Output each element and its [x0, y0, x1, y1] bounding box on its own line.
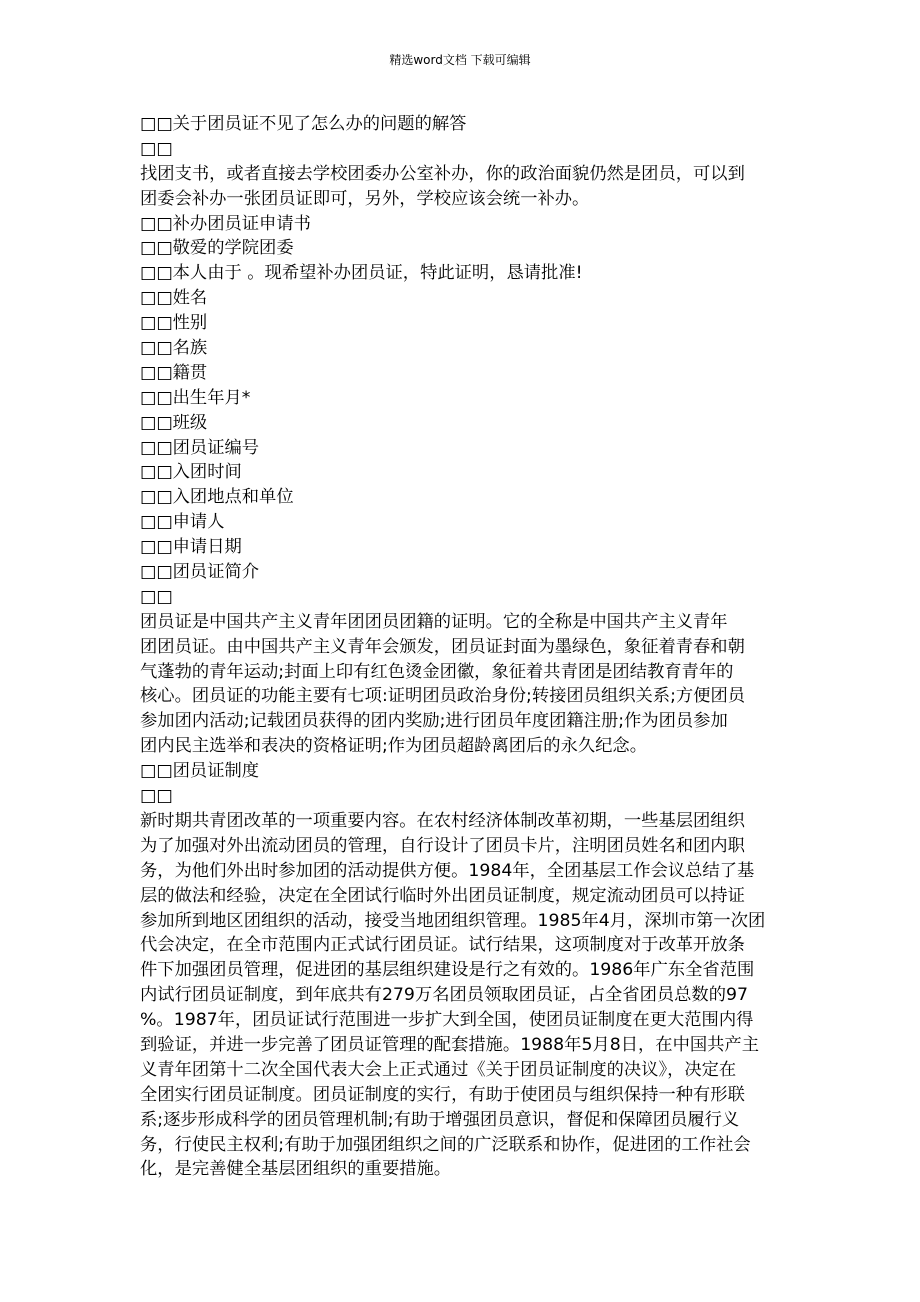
system-line: %。1987年，团员证试行范围进一步扩大到全国，使团员证制度在更大范围内得	[140, 1010, 754, 1031]
system-line: 全团实行团员证制度。团员证制度的实行，有助于使团员与组织保持一种有形联	[140, 1084, 745, 1105]
answer-line: 找团支书，或者直接去学校团委办公室补办，你的政治面貌仍然是团员，可以到	[140, 163, 745, 184]
intro-line: 参加团内活动;记载团员获得的团内奖励;进行团员年度团籍注册;作为团员参加	[140, 711, 728, 732]
field-class: □□班级	[140, 412, 208, 433]
system-line: 系;逐步形成科学的团员管理机制;有助于增强团员意识，督促和保障团员履行义	[140, 1109, 740, 1130]
field-gender: □□性别	[140, 313, 208, 334]
system-line: 义青年团第十二次全国代表大会上正式通过《关于团员证制度的决议》，决定在	[140, 1059, 737, 1080]
system-line: 层的做法和经验，决定在全团试行临时外出团员证制度，规定流动团员可以持证	[140, 885, 745, 906]
system-line: 务，为他们外出时参加团的活动提供方便。1984年，全团基层工作会议总结了基	[140, 860, 755, 881]
application-title: □□补办团员证申请书	[140, 213, 311, 234]
system-line: 化，是完善健全基层团组织的重要措施。	[140, 1159, 452, 1180]
field-applicant: □□申请人	[140, 512, 225, 533]
spacer-line: □□	[140, 586, 173, 607]
intro-heading: □□团员证简介	[140, 562, 260, 583]
spacer-line: □□	[140, 786, 173, 807]
intro-line: 团团员证。由中国共产主义青年会颁发，团员证封面为墨绿色，象征着青春和朝	[140, 636, 745, 657]
field-ethnicity: □□名族	[140, 338, 208, 359]
document-body	[140, 112, 785, 1182]
answer-line: 团委会补办一张团员证即可，另外，学校应该会统一补办。	[140, 188, 590, 209]
field-application-date: □□申请日期	[140, 537, 242, 558]
system-line: 参加所到地区团组织的活动，接受当地团组织管理。1985年4月，深圳市第一次团	[140, 910, 766, 931]
intro-line: 团员证是中国共产主义青年团团员团籍的证明。它的全称是中国共产主义青年	[140, 611, 728, 632]
system-heading: □□团员证制度	[140, 761, 260, 782]
system-line: 件下加强团员管理，促进团的基层组织建设是行之有效的。1986年广东全省范围	[140, 960, 755, 981]
spacer-line: □□	[140, 138, 173, 159]
field-card-number: □□团员证编号	[140, 437, 260, 458]
system-line: 代会决定，在全市范围内正式试行团员证。试行结果，这项制度对于改革开放条	[140, 935, 745, 956]
field-join-date: □□入团时间	[140, 462, 242, 483]
page-header: 精选word文档 下载可编辑	[389, 53, 531, 67]
field-name: □□姓名	[140, 288, 208, 309]
field-birth-date: □□出生年月*	[140, 387, 251, 408]
intro-line: 核心。团员证的功能主要有七项:证明团员政治身份;转接团员组织关系;方便团员	[140, 686, 746, 707]
request-statement: □□本人由于 。现希望补办团员证，特此证明，恳请批准!	[140, 263, 583, 284]
system-line: 到验证，并进一步完善了团员证管理的配套措施。1988年5月8日，在中国共产主	[140, 1034, 759, 1055]
system-paragraph	[140, 809, 785, 1182]
system-line: 内试行团员证制度，到年底共有279万名团员领取团员证，占全省团员总数的97	[140, 985, 748, 1006]
answer-paragraph	[140, 162, 785, 212]
system-line: 新时期共青团改革的一项重要内容。在农村经济体制改革初期，一些基层团组织	[140, 810, 745, 831]
system-line: 务，行使民主权利;有助于加强团组织之间的广泛联系和协作，促进团的工作社会	[140, 1134, 751, 1155]
field-native-place: □□籍贯	[140, 362, 208, 383]
application-fields	[140, 286, 785, 560]
field-join-place: □□入团地点和单位	[140, 487, 294, 508]
intro-line: 团内民主选举和表决的资格证明;作为团员超龄离团后的永久纪念。	[140, 736, 647, 757]
intro-line: 气蓬勃的青年运动;封面上印有红色烫金团徽，象征着共青团是团结教育青年的	[140, 661, 734, 682]
document-title: □□关于团员证不见了怎么办的问题的解答	[140, 114, 467, 134]
salutation: □□敬爱的学院团委	[140, 238, 294, 259]
intro-paragraph	[140, 610, 785, 759]
system-line: 为了加强对外出流动团员的管理，自行设计了团员卡片，注明团员姓名和团内职	[140, 835, 745, 856]
